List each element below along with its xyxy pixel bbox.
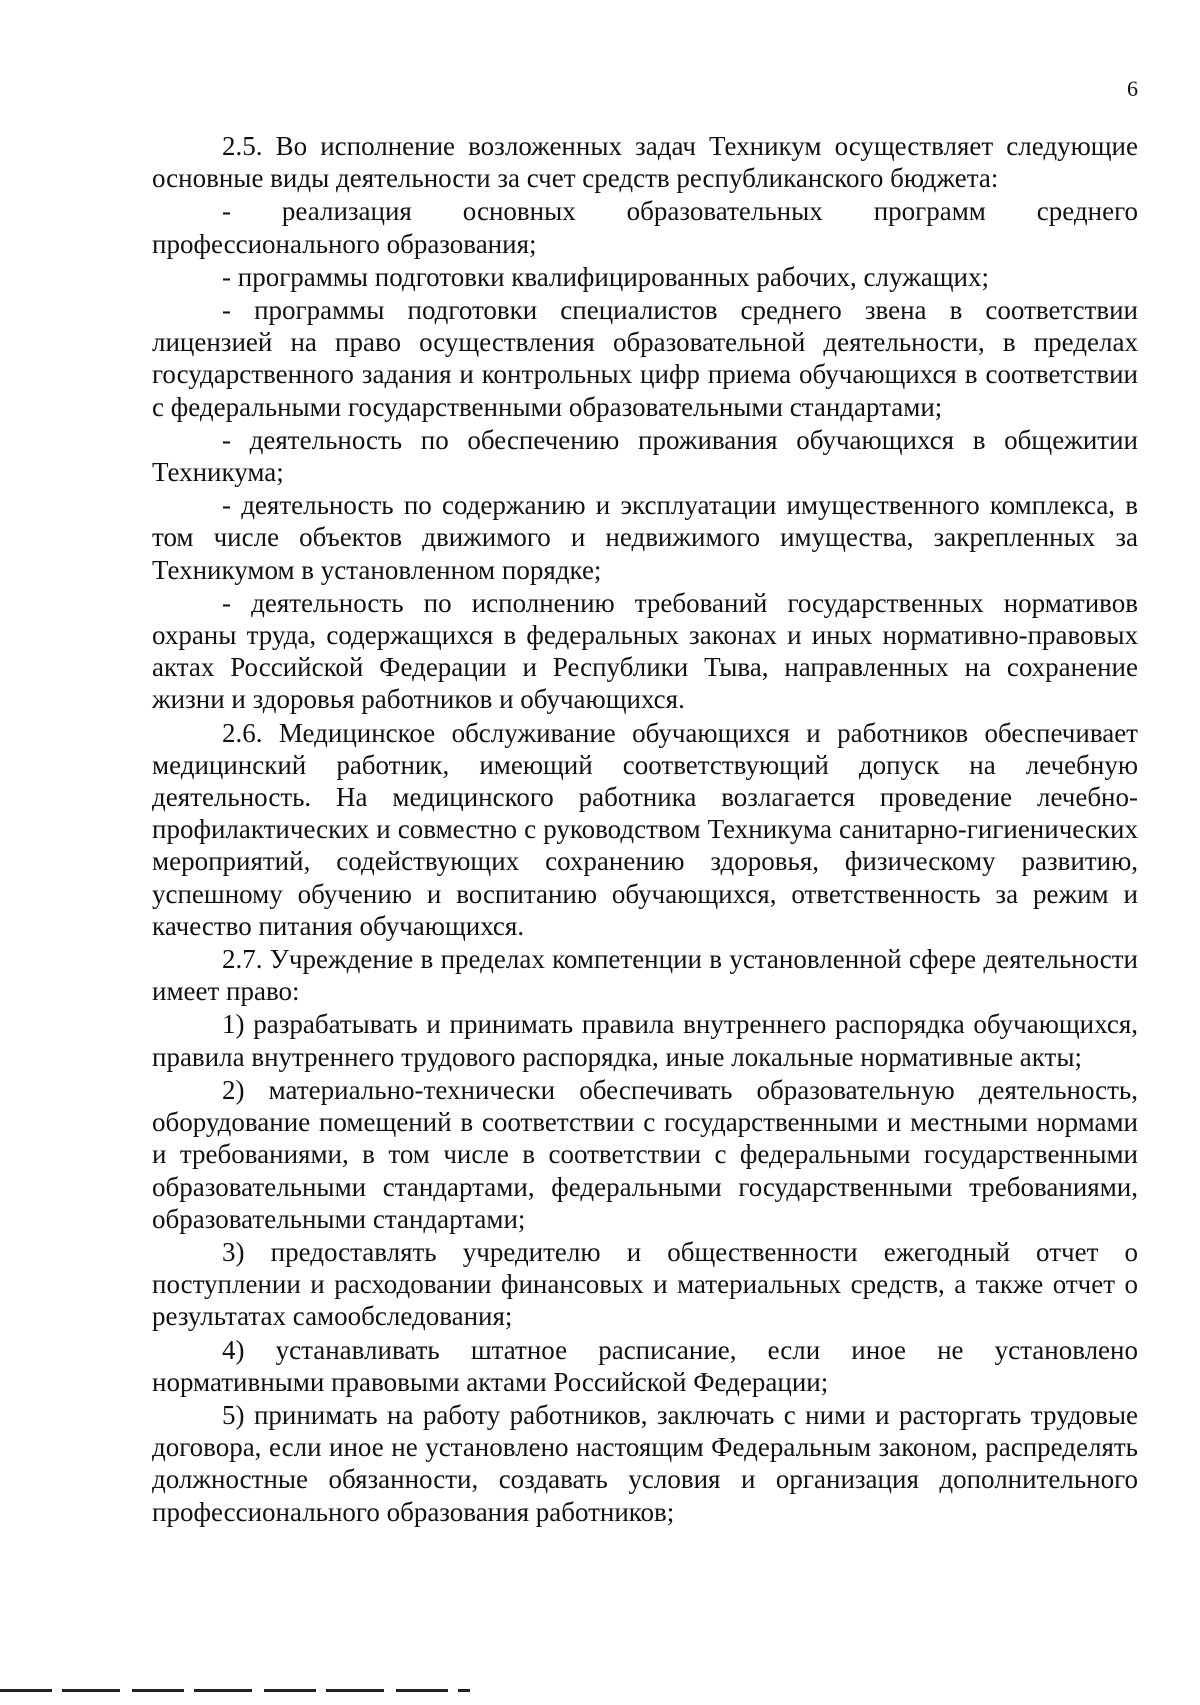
right-item-3: 3) предоставлять учредителю и общественности ежегодный отчет о поступлении и расходовании финансовых и материальных средств, а также отчет о результатах самообследования; [152, 1236, 1138, 1332]
right-item-5: 5) принимать на работу работников, заключать с ними и расторгать трудовые договора, если иное не установлено настоящим Федеральным законом, распределять должностные обязанности, создавать условия и организация дополнительного профессионального образования работников; [152, 1399, 1138, 1527]
list-item-property: - деятельность по содержанию и эксплуатации имущественного комплекса, в том числе объектов движимого и недвижимого имущества, закрепленных за Техникумом в установленном порядке; [152, 490, 1138, 585]
scan-artifact-line [0, 1689, 470, 1692]
right-item-4: 4) устанавливать штатное расписание, если иное не установлено нормативными правовыми актами Российской Федерации; [152, 1334, 1138, 1397]
document-body [152, 130, 1138, 1529]
paragraph-2-7: 2.7. Учреждение в пределах компетенции в установленной сфере деятельности имеет право: [152, 944, 1138, 1007]
right-item-1: 1) разрабатывать и принимать правила внутреннего распорядка обучающихся, правила внутреннего трудового распорядка, иные локальные нормативные акты; [152, 1009, 1138, 1072]
list-item-specialists-training: - программы подготовки специалистов среднего звена в соответствии лицензией на право осуществления образовательной деятельности, в пределах государственного задания и контрольных цифр приема обучающихся в соответствии с федеральными государственными образовательными стандартами; [152, 295, 1138, 422]
right-item-2: 2) материально-технически обеспечивать образовательную деятельность, оборудование помещений в соответствии с государственными и местными нормами и требованиями, в том числе в соответствии с федеральными государственными образовательными стандартами, федеральными государственными требованиями, образовательными стандартами; [152, 1074, 1138, 1234]
list-item-dormitory: - деятельность по обеспечению проживания обучающихся в общежитии Техникума; [152, 424, 1138, 488]
list-item-workers-training: - программы подготовки квалифицированных рабочих, служащих; [222, 261, 989, 292]
page-number: 6 [1127, 76, 1138, 101]
paragraph-2-5: 2.5. Во исполнение возложенных задач Техникум осуществляет следующие основные виды деятельности за счет средств республиканского бюджета: [152, 131, 1138, 194]
list-item-labor-safety: - деятельность по исполнению требований государственных нормативов охраны труда, содержащихся в федеральных законах и иных нормативно-правовых актах Российской Федерации и Республики Тыва, направленных на сохранение жизни и здоровья работников и обучающихся. [152, 587, 1138, 715]
paragraph-2-6: 2.6. Медицинское обслуживание обучающихся и работников обеспечивает медицинский работник, имеющий соответствующий допуск на лечебную деятельность. На медицинского работника возлагается проведение лечебно-профилактических и совместно с руководством Техникума санитарно-гигиенических мероприятий, содействующих сохранению здоровья, физическому развитию, успешному обучению и воспитанию обучающихся, ответственность за режим и качество питания обучающихся. [152, 717, 1138, 941]
list-item-basic-programs: - реализация основных образовательных программ среднего профессионального образования; [152, 196, 1138, 259]
